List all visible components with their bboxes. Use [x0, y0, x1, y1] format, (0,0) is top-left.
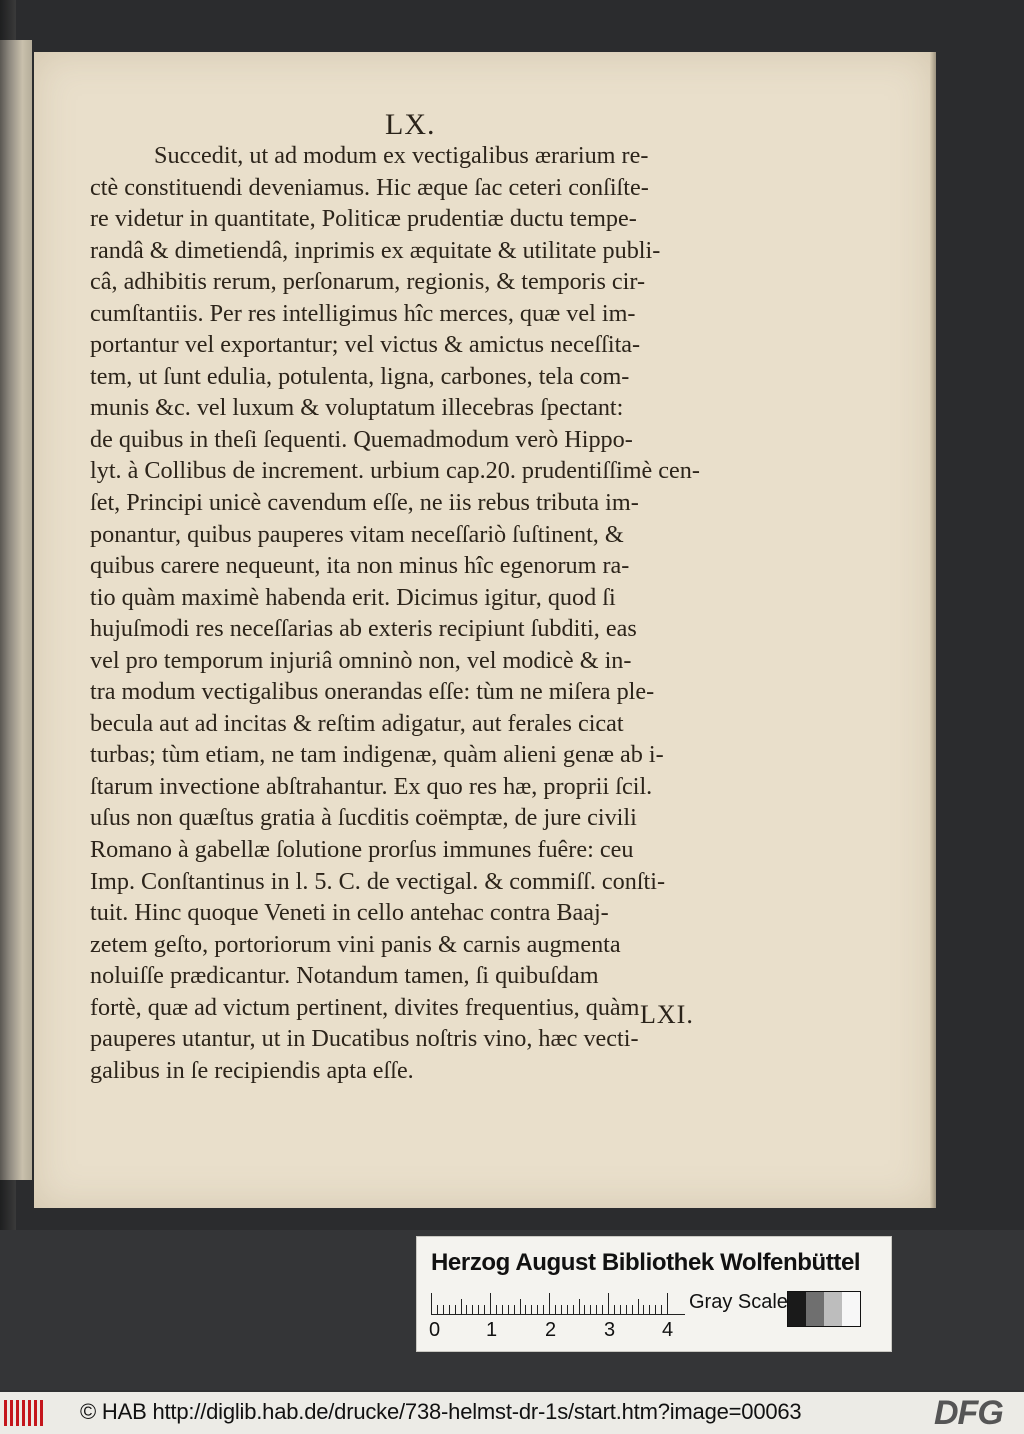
library-color-card — [416, 1236, 892, 1352]
ruler-tick — [602, 1305, 603, 1315]
gray-scale-label: Gray Scale — [689, 1291, 788, 1313]
ruler-tick — [466, 1305, 467, 1315]
ruler-tick — [661, 1305, 662, 1315]
text-line: tio quàm maximè habenda erit. Dicimus igitur, quod ſi — [90, 583, 616, 611]
ruler-baseline — [431, 1314, 685, 1315]
ruler-number: 1 — [486, 1319, 498, 1341]
ruler-tick — [531, 1305, 532, 1315]
ruler-number: 4 — [662, 1319, 674, 1341]
text-line: cumſtantiis. Per res intelligimus hîc merces, quæ vel im- — [90, 299, 636, 327]
text-line: Imp. Conſtantinus in l. 5. C. de vectigal. & commiſſ. conſti- — [90, 867, 666, 895]
ruler-tick — [584, 1305, 585, 1315]
ruler-tick — [561, 1305, 562, 1315]
ruler-tick — [573, 1305, 574, 1315]
library-name: Herzog August Bibliothek Wolfenbüttel — [431, 1249, 861, 1276]
ruler-tick — [649, 1305, 650, 1315]
ruler-tick — [461, 1299, 462, 1315]
ruler-number: 3 — [604, 1319, 616, 1341]
ruler-tick — [614, 1305, 615, 1315]
text-line: de quibus in theſi ſequenti. Quemadmodum verò Hippo- — [90, 425, 633, 453]
ruler-tick — [567, 1305, 568, 1315]
ruler-tick — [431, 1293, 432, 1315]
text-line: re videtur in quantitate, Politicæ prudentiæ ductu tempe- — [90, 205, 637, 233]
gray-swatch — [806, 1292, 824, 1326]
page-edge — [930, 52, 936, 1208]
ruler-tick — [437, 1305, 438, 1315]
ruler-tick — [626, 1305, 627, 1315]
scale-ruler — [431, 1293, 685, 1315]
ruler-tick — [490, 1293, 491, 1315]
ruler-tick — [520, 1299, 521, 1315]
gray-scale-swatches — [787, 1291, 861, 1327]
text-line: tra modum vectigalibus onerandas eſſe: tùm ne miſera ple- — [90, 678, 655, 706]
ruler-tick — [478, 1305, 479, 1315]
ruler-tick — [508, 1305, 509, 1315]
adjacent-page-edge — [0, 40, 32, 1180]
ruler-tick — [655, 1305, 656, 1315]
text-line: randâ & dimetiendâ, inprimis ex æquitate & utilitate publi- — [90, 236, 661, 264]
catchword: LXI. — [640, 1000, 694, 1029]
text-line: tem, ut ſunt edulia, potulenta, ligna, carbones, tela com- — [90, 362, 630, 390]
ruler-tick — [525, 1305, 526, 1315]
text-line: ponantur, quibus pauperes vitam neceſſariò ſuſtinent, & — [90, 520, 624, 548]
ruler-tick — [643, 1305, 644, 1315]
ruler-tick — [543, 1305, 544, 1315]
ruler-tick — [443, 1305, 444, 1315]
text-line: ſet, Principi unicè cavendum eſſe, ne iis rebus tributa im- — [90, 489, 639, 517]
ruler-tick — [449, 1305, 450, 1315]
text-line: lyt. à Collibus de increment. urbium cap.20. prudentiſſimè cen- — [90, 457, 700, 485]
ruler-tick — [472, 1305, 473, 1315]
text-line: ſtarum invectione abſtrahantur. Ex quo res hæ, proprii ſcil. — [90, 772, 653, 800]
section-heading: LX. — [385, 108, 436, 141]
page-body-text — [90, 140, 708, 1086]
footer-url-text[interactable]: © HAB http://diglib.hab.de/drucke/738-helmst-dr-1s/start.htm?image=00063 — [80, 1399, 802, 1424]
ruler-number: 0 — [429, 1319, 441, 1341]
text-line: galibus in ſe recipiendis apta eſſe. — [90, 1056, 414, 1084]
ruler-tick — [496, 1305, 497, 1315]
gray-swatch — [824, 1292, 842, 1326]
text-line: noluiſſe prædicantur. Notandum tamen, ſi quibuſdam — [90, 962, 599, 990]
text-line: pauperes utantur, ut in Ducatibus noſtris vino, hæc vecti- — [90, 1025, 639, 1053]
text-line: portantur vel exportantur; vel victus & amictus neceſſita- — [90, 331, 641, 359]
gray-swatch — [788, 1292, 806, 1326]
footer-bar — [0, 1392, 1024, 1434]
text-line: munis &c. vel luxum & voluptatum illecebras ſpectant: — [90, 394, 624, 422]
ruler-tick — [514, 1305, 515, 1315]
ruler-tick — [590, 1305, 591, 1315]
ruler-tick — [620, 1305, 621, 1315]
text-line: zetem geſto, portoriorum vini panis & carnis augmenta — [90, 930, 621, 958]
text-line: hujuſmodi res neceſſarias ab exteris recipiunt ſubditi, eas — [90, 615, 637, 643]
text-line: ctè constituendi deveniamus. Hic æque ſac ceteri conſiſte- — [90, 173, 649, 201]
text-line: Romano à gabellæ ſolutione prorſus immunes fuêre: ceu — [90, 836, 634, 864]
text-line: quibus carere nequeunt, ita non minus hîc egenorum ra- — [90, 552, 630, 580]
text-line: câ, adhibitis rerum, perſonarum, regionis, & temporis cir- — [90, 268, 646, 296]
ruler-tick — [549, 1293, 550, 1315]
ruler-tick — [579, 1299, 580, 1315]
ruler-tick — [455, 1305, 456, 1315]
ruler-tick — [537, 1305, 538, 1315]
text-line: vel pro temporum injuriâ omninò non, vel modicè & in- — [90, 646, 632, 674]
ruler-tick — [555, 1305, 556, 1315]
ruler-tick — [608, 1293, 609, 1315]
ruler-tick — [502, 1305, 503, 1315]
ruler-tick — [596, 1305, 597, 1315]
text-line: Succedit, ut ad modum ex vectigalibus ærarium re- — [154, 142, 649, 169]
ruler-tick — [638, 1299, 639, 1315]
ruler-tick — [484, 1305, 485, 1315]
text-line: tuit. Hinc quoque Veneti in cello antehac contra Baaj- — [90, 899, 609, 927]
gray-swatch — [842, 1292, 860, 1326]
text-line: fortè, quæ ad victum pertinent, divites frequentius, quàm — [90, 993, 640, 1021]
text-line: uſus non quæſtus gratia à ſucditis coëmptæ, de jure civili — [90, 804, 637, 832]
text-line: becula aut ad incitas & reſtim adigatur, aut ferales cicat — [90, 709, 624, 737]
ruler-tick — [632, 1305, 633, 1315]
hab-logo-icon — [4, 1400, 48, 1426]
dfg-logo: DFG — [934, 1394, 1003, 1432]
ruler-number: 2 — [545, 1319, 557, 1341]
ruler-tick — [667, 1293, 668, 1315]
text-line: turbas; tùm etiam, ne tam indigenæ, quàm alieni genæ ab i- — [90, 741, 664, 769]
